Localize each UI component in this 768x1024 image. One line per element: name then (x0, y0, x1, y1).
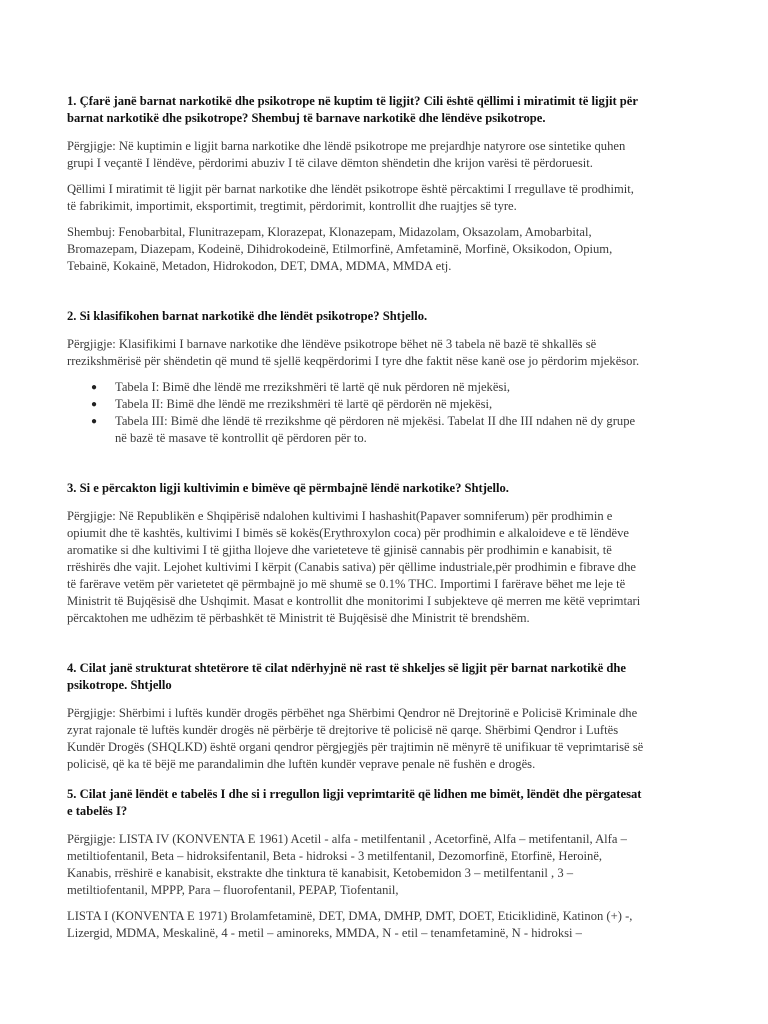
list-item (91, 379, 707, 396)
list-item-text: Tabela I: Bimë dhe lëndë me rrezikshmëri të lartë që nuk përdoren në mjekësi, (115, 380, 510, 394)
answer-3-paragraph-1: Përgjigje: Në Republikën e Shqipërisë ndalohen kultivimi I hashashit(Papaver somniferum) për prodhimin e opiumit dhe të kashtës, kultivimi I bimës së kokës(Erythroxylon coca) për prodhimin e alkaloideve e të lëndëve aromatike si dhe kultivimi I të gjitha llojeve dhe varieteteve të gjinisë cannabis për prodhimin e kanabisit, të rrëshirës dhe vajit. Lejohet kultivimi I kërpit (Canabis sativa) për qëllime industriale,për prodhimin e fibrave dhe të farërave vetëm për varietetet që përmbajnë jo më shumë se 0.1% THC. Importimi I farërave bëhet me leje të Ministrit të Bujqësisë dhe Ushqimit. Masat e kontrollit dhe monitorimi I subjekteve që merren me këtë veprimtari përcaktohen me udhëzim të përbashkët të Ministrit të Bujqësisë dhe Ministrit të brendshëm. (67, 509, 641, 625)
answer-1-paragraph-1: Përgjigje: Në kuptimin e ligjit barna narkotike dhe lëndë psikotrope me prejardhje natyrore ose sintetike quhen grupi I veçantë I lëndëve, përdorimi abuziv I të cilave dëmton shëndetin dhe krijon varësi të përdoruesit. (67, 139, 626, 170)
question-4-heading: 4. Cilat janë strukturat shtetërore të cilat ndërhyjnë në rast të shkeljes së ligjit për barnat narkotikë dhe psikotrope. Shtjello (67, 661, 626, 692)
answer-2-paragraph-1: Përgjigje: Klasifikimi I barnave narkotike dhe lëndëve psikotrope bëhet në 3 tabela në bazë të shkallës së rrezikshmërisë për shëndetin që mund të sjellë keqpërdorimi I tyre dhe faktit nëse kanë ose jo përdorim mjekësor. (67, 337, 640, 368)
bullet-icon: ● (91, 382, 98, 393)
answer-1-paragraph-2: Qëllimi I miratimit të ligjit për barnat narkotike dhe lëndët psikotrope është përcaktimi I rregullave të prodhimit, të fabrikimit, importimit, eksportimit, tregtimit, përdorimit, kontrollit dhe ruajtjes së tyre. (67, 182, 634, 213)
section-4 (67, 660, 707, 773)
list-item (91, 396, 707, 413)
section-2 (67, 308, 707, 447)
list-item-text: Tabela II: Bimë dhe lëndë me rrezikshmëri të lartë që përdorën në mjekësi, (115, 397, 493, 411)
bullet-icon: ● (91, 416, 98, 427)
answer-4-paragraph-1: Përgjigje: Shërbimi i luftës kundër drogës përbëhet nga Shërbimi Qendror në Drejtorinë e Policisë Kriminale dhe zyrat rajonale të luftës kundër drogës në përbërje të drejtorive të policisë në qarqe. Shërbimi Qendror i Luftës Kundër Drogës (SHQLKD) është organi qendror përgjegjës për trajtimin në mënyrë të unifikuar të veprimtarisë së policisë, që ka të bëjë me parandalimin dhe luftën kundër veprave penale në fushën e drogës. (67, 706, 644, 771)
list-item (91, 413, 707, 447)
answer-1-paragraph-3: Shembuj: Fenobarbital, Flunitrazepam, Klorazepat, Klonazepam, Midazolam, Oksazolam, Amobarbital, Bromazepam, Diazepam, Kodeinë, Dihidrokodeinë, Etilmorfinë, Amfetaminë, Morfinë, Oksikodon, Opium, Tebainë, Kokainë, Metadon, Hidrokodon, DET, DMA, MDMA, MMDA etj. (67, 225, 613, 273)
answer-5-paragraph-2: LISTA I (KONVENTA E 1971) Brolamfetaminë, DET, DMA, DMHP, DMT, DOET, Eticiklidinë, Katinon (+) -, Lizergid, MDMA, Meskalinë, 4 - metil – aminoreks, MMDA, N - etil – tenamfetaminë, N - hidroksi – (67, 909, 633, 940)
list-item-text: Tabela III: Bimë dhe lëndë të rrezikshme që përdoren në mjekësi. Tabelat II dhe III ndahen në dy grupe në bazë të masave të kontrollit që përdoren për to. (115, 414, 636, 445)
question-5-heading: 5. Cilat janë lëndët e tabelës I dhe si i rregullon ligji veprimtaritë që lidhen me bimët, lëndët dhe përgatesat e tabelës I? (67, 787, 642, 818)
bullet-icon: ● (91, 399, 98, 410)
answer-5-paragraph-1: Përgjigje: LISTA IV (KONVENTA E 1961) Acetil - alfa - metilfentanil , Acetorfinë, Alfa – metifentanil, Alfa – metiltiofentanil, Beta – hidroksifentanil, Beta - hidroksi - 3 metilfentanil, Dezomorfinë, Etorfinë, Heroinë, Kanabis, rrëshirë e kanabisit, ekstrakte dhe tinktura të kanabisit, Ketobemidon 3 – metilfentanil , 3 – metiltiofentanil, MPPP, Para – fluorofentanil, PEPAP, Tiofentanil, (67, 832, 627, 897)
question-1-heading: 1. Çfarë janë barnat narkotikë dhe psikotrope në kuptim të ligjit? Cili është qëllimi i miratimit të ligjit për barnat narkotikë dhe psikotrope? Shembuj të barnave narkotikë dhe lëndëve psikotrope. (67, 94, 638, 125)
section-3 (67, 480, 707, 627)
question-3-heading: 3. Si e përcakton ligji kultivimin e bimëve që përmbajnë lëndë narkotike? Shtjello. (67, 481, 509, 495)
question-2-heading: 2. Si klasifikohen barnat narkotikë dhe lëndët psikotrope? Shtjello. (67, 309, 428, 323)
section-5 (67, 786, 707, 942)
document-page (67, 93, 707, 942)
section-1 (67, 93, 707, 275)
tabela-list (67, 379, 707, 447)
